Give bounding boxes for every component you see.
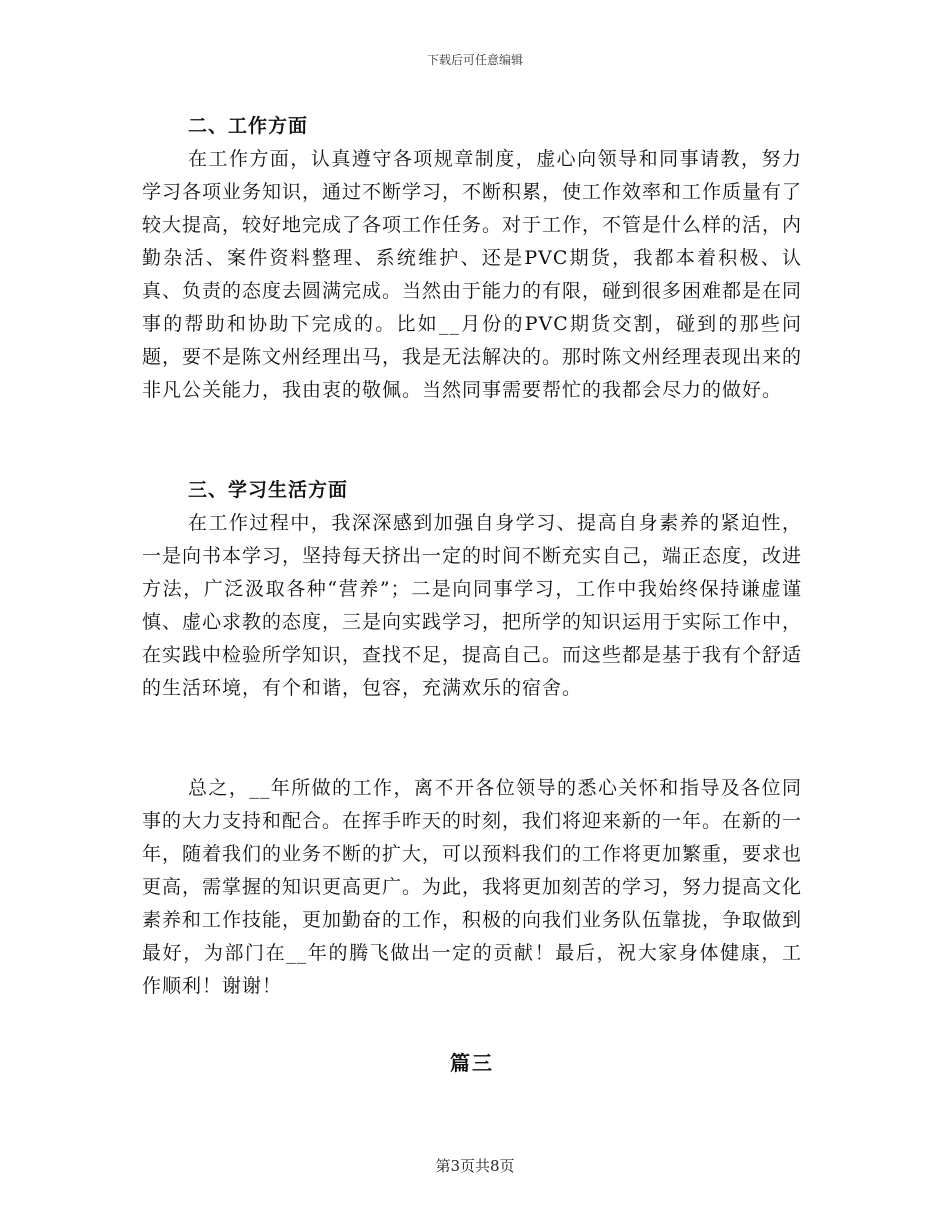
- section-heading-work: 二、工作方面: [188, 115, 309, 137]
- paragraph-study: 在工作过程中，我深深感到加强自身学习、提高自身素养的紧迫性，一是向书本学习，坚持每天挤出一定的时间不断充实自己，端正态度，改进方法，广泛汲取各种“营养”；二是向同事学习，工作中我始终保持谦虚谨慎、虚心求教的态度，三是向实践学习，把所学的知识运用于实际工作中，在实践中检验所学知识，查找不足，提高自己。而这些都是基于我有个舒适的生活环境，有个和谐，包容，充满欢乐的宿舍。: [142, 512, 803, 699]
- chapter-title: 篇三: [450, 1051, 494, 1075]
- document-body: [142, 110, 802, 1078]
- section-heading-study: 三、学习生活方面: [188, 479, 349, 501]
- paragraph-work: 在工作方面，认真遵守各项规章制度，虚心向领导和同事请教，努力学习各项业务知识，通过不断学习，不断积累，使工作效率和工作质量有了较大提高，较好地完成了各项工作任务。对于工作，不管是什么样的活，内勤杂活、案件资料整理、系统维护、还是PVC期货，我都本着积极、认真、负责的态度去圆满完成。当然由于能力的有限，碰到很多困难都是在同事的帮助和协助下完成的。比如__月份的PVC期货交割，碰到的那些问题，要不是陈文州经理出马，我是无法解决的。那时陈文州经理表现出来的非凡公关能力，我由衷的敬佩。当然同事需要帮忙的我都会尽力的做好。: [142, 148, 803, 401]
- paragraph-summary: 总之，__年所做的工作，离不开各位领导的悉心关怀和指导及各位同事的大力支持和配合。在挥手昨天的时刻，我们将迎来新的一年。在新的一年，随着我们的业务不断的扩大，可以预料我们的工作将更加繁重，要求也更高，需掌握的知识更高更广。为此，我将更加刻苦的学习，努力提高文化素养和工作技能，更加勤奋的工作，积极的向我们业务队伍靠拢，争取做到最好，为部门在__年的腾飞做出一定的贡献！最后，祝大家身体健康，工作顺利！谢谢！: [142, 777, 803, 997]
- page-header-note: 下载后可任意编辑: [426, 53, 523, 67]
- page-number-footer: 第3页共8页: [435, 1157, 515, 1175]
